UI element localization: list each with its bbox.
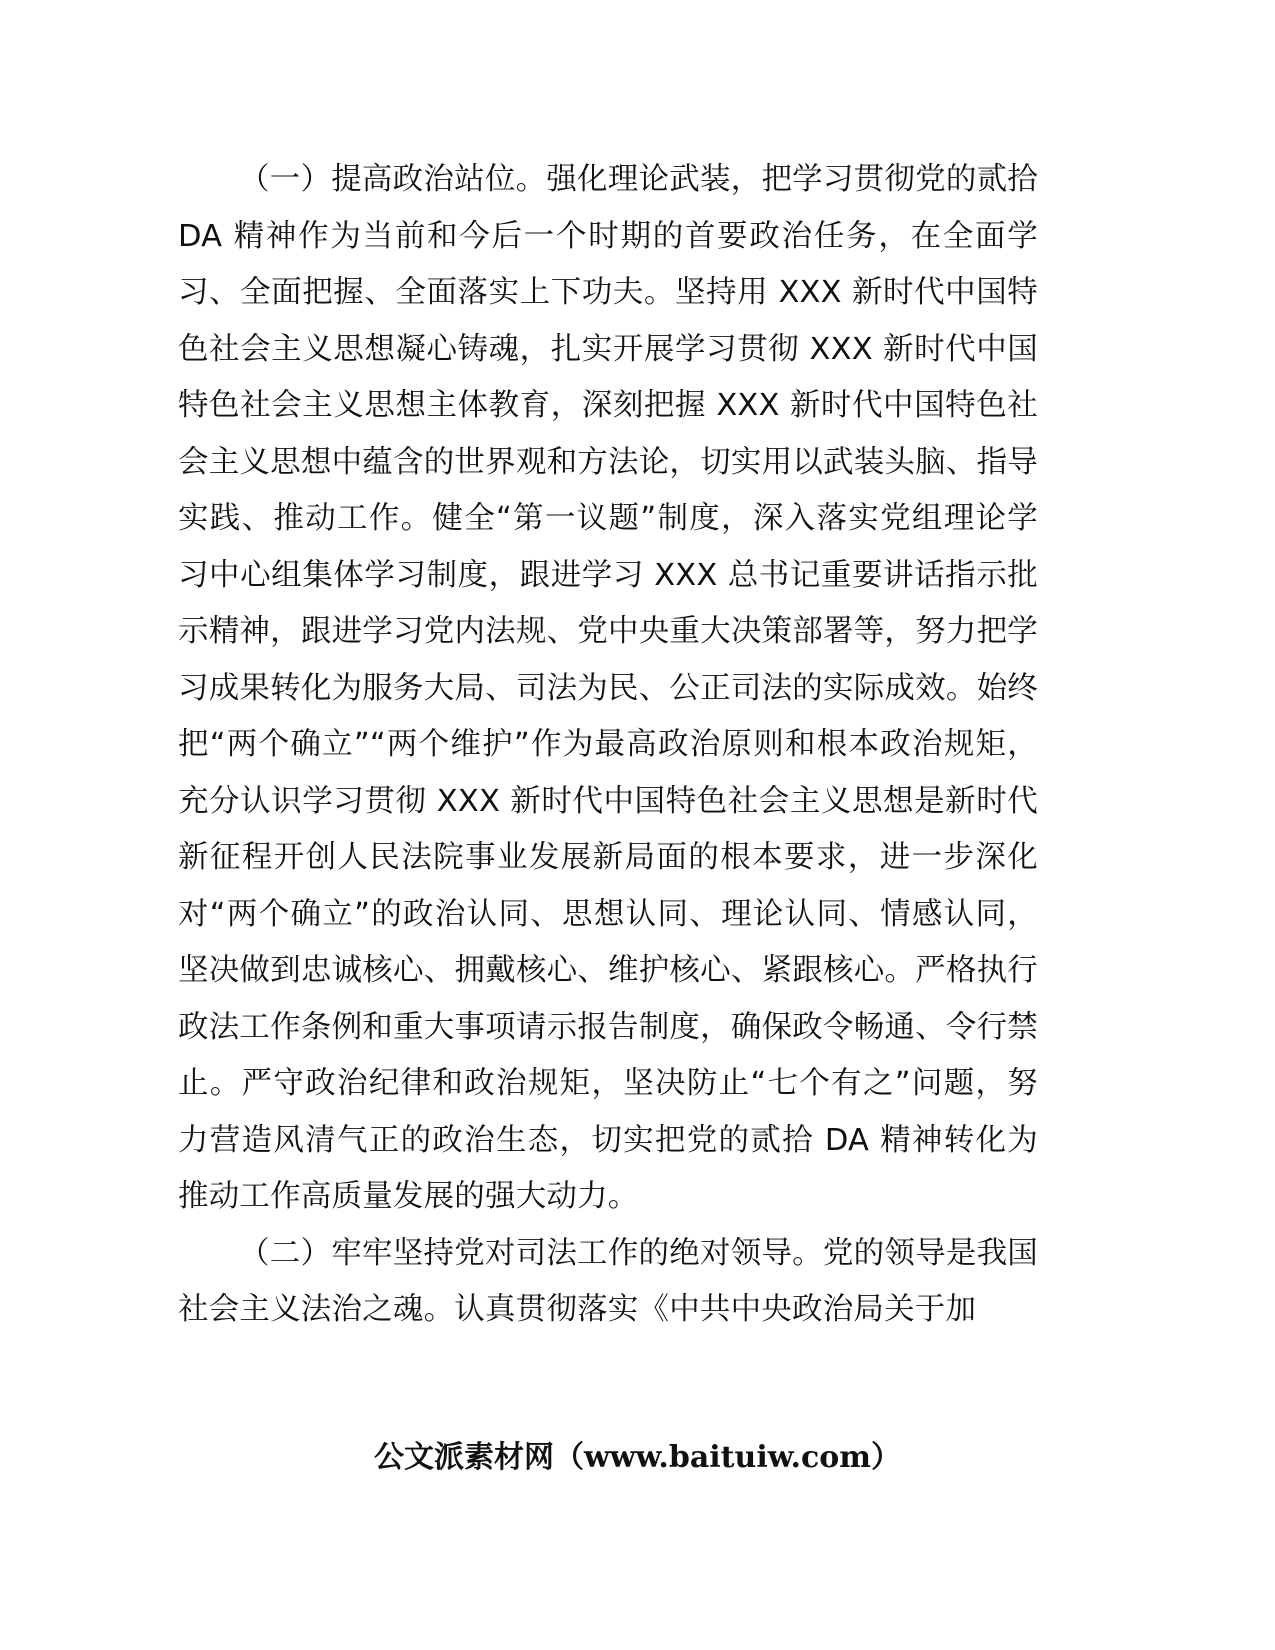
footer-watermark: 公文派素材网（www.baituiw.com） <box>373 1440 902 1475</box>
paragraph-2: （二）牢牢坚持党对司法工作的绝对领导。党的领导是我国社会主义法治之魂。认真贯彻落实《中共中央政治局关于加 <box>178 1235 1038 1327</box>
document-body <box>178 152 1038 1339</box>
paragraph-1: （一）提高政治站位。强化理论武装，把学习贯彻党的贰拾 DA 精神作为当前和今后一个时期的首要政治任务，在全面学习、全面把握、全面落实上下功夫。坚持用 XXX 新时代中国特色社会主义思想凝心铸魂，扎实开展学习贯彻 XXX 新时代中国特色社会主义思想主体教育，深刻把握 XXX 新时代中国特色社会主义思想中蕴含的世界观和方法论，切实用以武装头脑、指导实践、推动工作。健全“第一议题”制度，深入落实党组理论学习中心组集体学习制度，跟进学习 XXX 总书记重要讲话指示批示精神，跟进学习党内法规、党中央重大决策部署等，努力把学习成果转化为服务大局、司法为民、公正司法的实际成效。始终把“两个确立”“两个维护”作为最高政治原则和根本政治规矩，充分认识学习贯彻 XXX 新时代中国特色社会主义思想是新时代新征程开创人民法院事业发展新局面的根本要求，进一步深化对“两个确立”的政治认同、思想认同、理论认同、情感认同，坚决做到忠诚核心、拥戴核心、维护核心、紧跟核心。严格执行政法工作条例和重大事项请示报告制度，确保政令畅通、令行禁止。严守政治纪律和政治规矩，坚决防止“七个有之”问题，努力营造风清气正的政治生态，切实把党的贰拾 DA 精神转化为推动工作高质量发展的强大动力。 <box>178 162 1038 1214</box>
